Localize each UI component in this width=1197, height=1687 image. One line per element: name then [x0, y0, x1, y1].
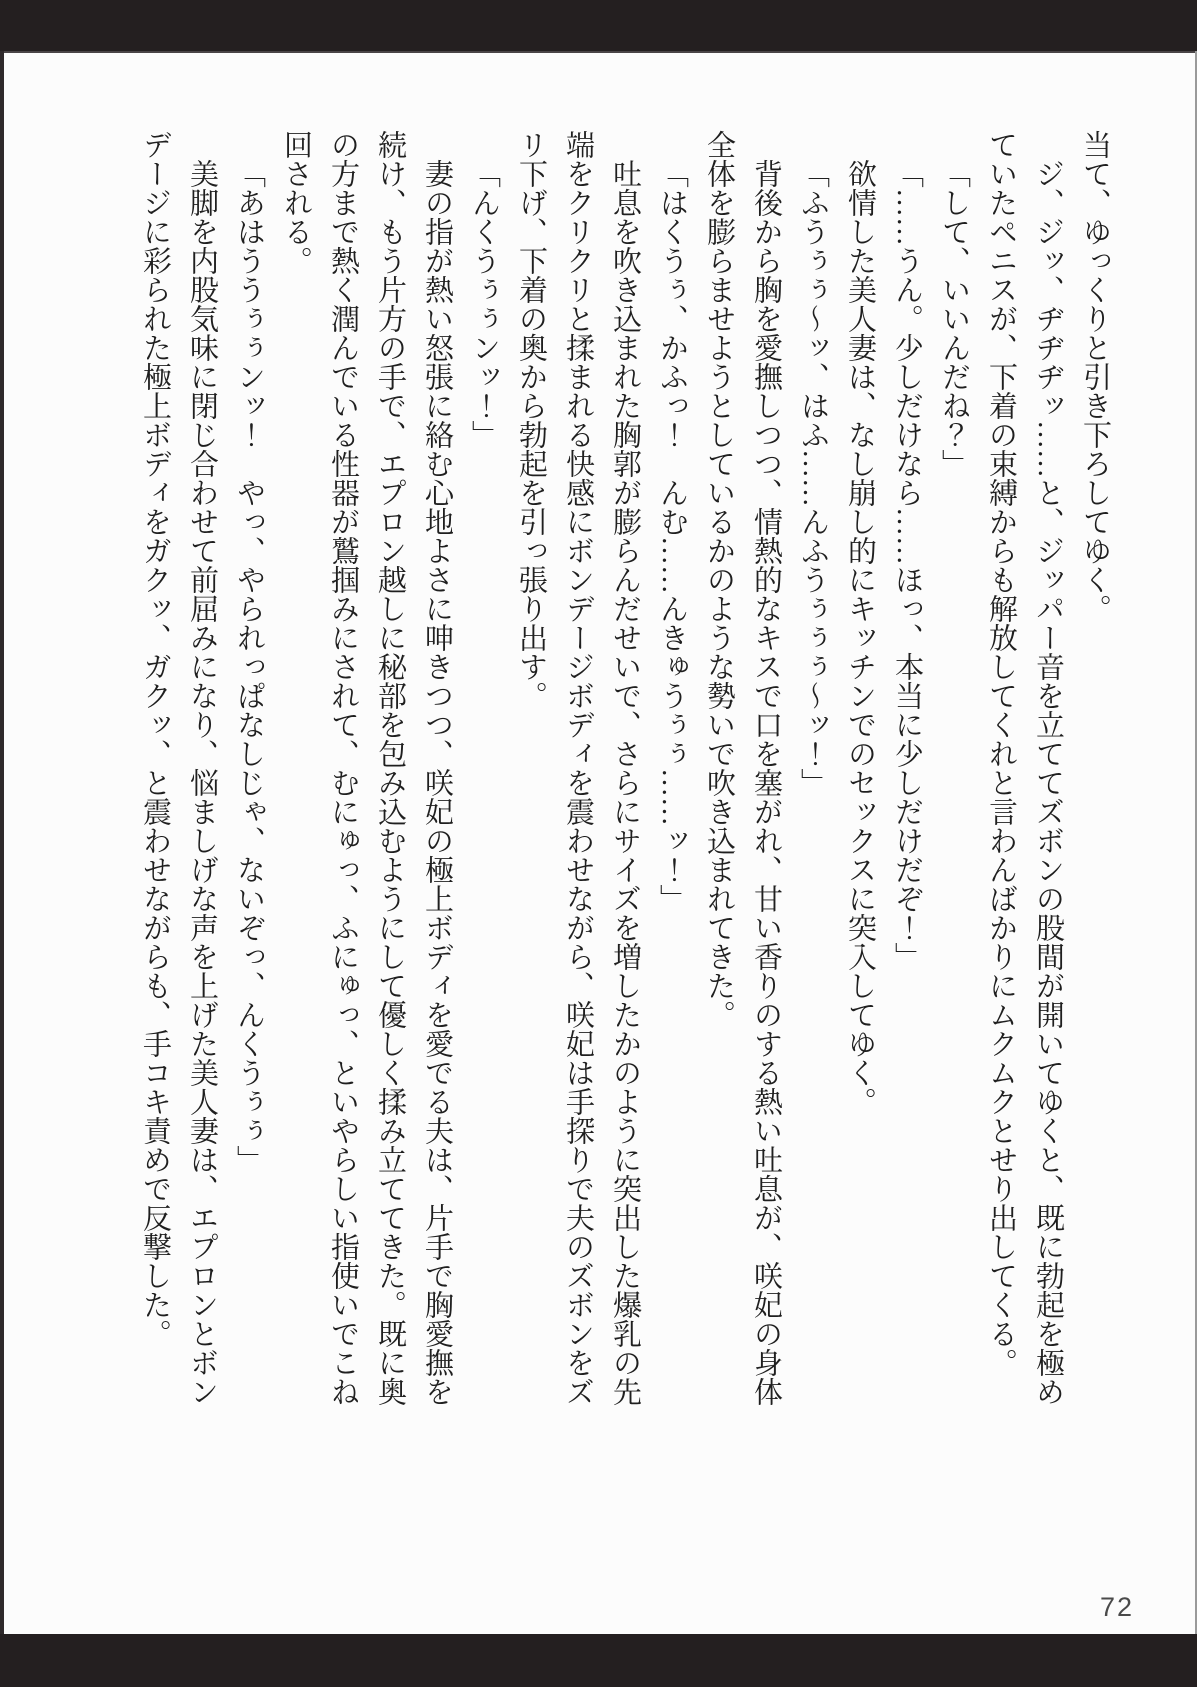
- page-left-edge: [0, 51, 4, 1634]
- paragraph-paragraph: 背後から胸を愛撫しつつ、情熱的なキスで口を塞がれ、甘い香りのする熱い吐息が、咲妃の身体全体を膨らませようとしているかのような勢いで吹き込まれてきた。: [703, 130, 782, 1406]
- paragraph-paragraph: 美脚を内股気味に閉じ合わせて前屈みになり、悩ましげな声を上げた美人妻は、エプロンとボンデージに彩られた極上ボディをガクッ、ガクッ、と震わせながらも、手コキ責めで反撃した。: [139, 130, 218, 1406]
- top-black-bar: [0, 0, 1197, 53]
- paragraph-dialogue: 「……うん。少しだけなら……ほっ、本当に少しだけだぞ！」: [891, 159, 923, 971]
- paragraph-paragraph: 吐息を吹き込まれた胸郭が膨らんだせいで、さらにサイズを増したかのように突出した爆乳の先端をクリクリと揉まれる快感にボンデージボディを震わせながら、咲妃は手探りで夫のズボンをズリ下げ、下着の奥から勃起を引っ張り出す。: [515, 130, 641, 1406]
- paragraph-dialogue: 「して、いいんだね？」: [938, 159, 970, 478]
- paragraph-dialogue: 「あはううぅぅンッ！ やっ、やられっぱなしじゃ、ないぞっ、んくうぅぅ」: [233, 159, 265, 1174]
- paragraph-continuation: 当て、ゆっくりと引き下ろしてゆく。: [1079, 130, 1111, 623]
- paragraph-paragraph: 妻の指が熱い怒張に絡む心地よさに呻きつつ、咲妃の極上ボディを愛でる夫は、片手で胸愛撫を続け、もう片方の手で、エプロン越しに秘部を包み込むようにして優しく揉み立ててきた。既に奥の方まで熱く潤んでいる性器が鷲掴みにされて、むにゅっ、ふにゅっ、といやらしい指使いでこね回される。: [280, 130, 453, 1406]
- paragraph-paragraph: 欲情した美人妻は、なし崩し的にキッチンでのセックスに突入してゆく。: [844, 159, 876, 1116]
- page-number: 72: [1100, 1592, 1135, 1622]
- bottom-black-bar: [0, 1634, 1197, 1687]
- paragraph-dialogue: 「んくうぅぅンッ！」: [468, 159, 500, 449]
- paragraph-dialogue: 「ふうぅぅ〜ッ、はふ……んふうぅぅぅ〜ッ！」: [797, 159, 829, 797]
- page-text: [131, 130, 1118, 1410]
- paragraph-paragraph: ジ、ジッ、ヂヂヂッ……と、ジッパー音を立ててズボンの股間が開いてゆくと、既に勃起を極めていたペニスが、下着の束縛からも解放してくれと言わんばかりにムクムクとせり出してくる。: [985, 130, 1064, 1406]
- paragraph-dialogue: 「はくうぅ、かふっ！ んむ……んきゅうぅぅ……ッ！」: [656, 159, 688, 913]
